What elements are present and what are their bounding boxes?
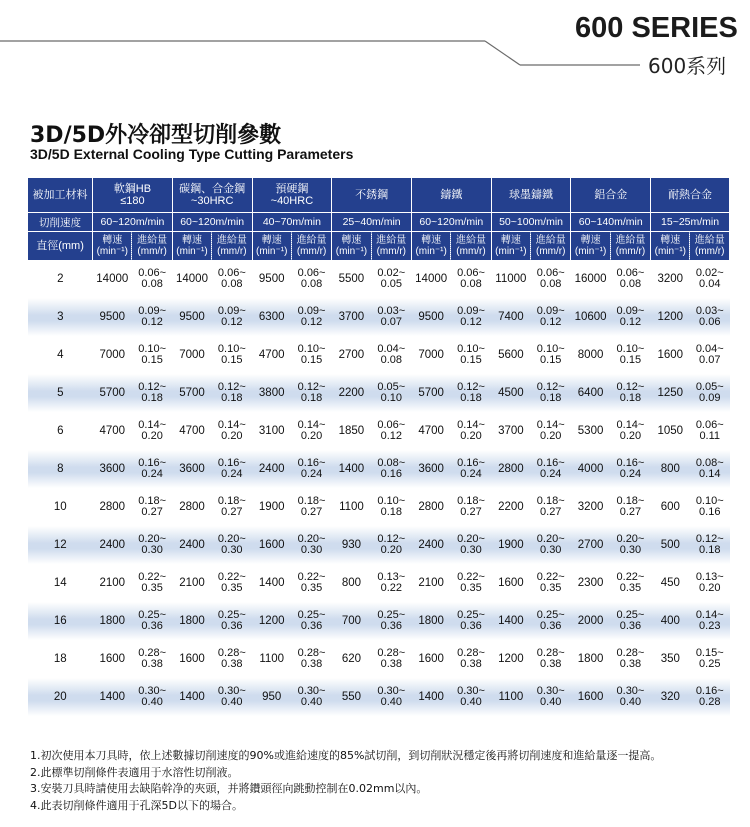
note-item: 1.初次使用本刀具時，依上述數據切削速度的90%或進給速度的85%試切削，到切削狀況穩定後再將切削速度和進給量逐一提高。 [30, 749, 662, 762]
feed-cell: 0.14~ 0.20 [457, 419, 485, 442]
rpm-cell: 1600 [418, 653, 444, 665]
diameter-cell: 10 [53, 501, 67, 513]
table-row [28, 564, 730, 602]
rpm-cell: 500 [651, 526, 690, 564]
rpm-unit-header: 轉速 (min⁻¹) [571, 232, 610, 261]
rpm-unit-header: 轉速 (min⁻¹) [332, 232, 371, 261]
rpm-cell: 2400 [172, 526, 211, 564]
feed-cell: 0.28~ 0.38 [616, 647, 645, 670]
rpm-cell: 600 [660, 501, 680, 513]
table-body [28, 260, 730, 716]
rpm-cell: 4700 [179, 425, 205, 437]
feed-cell: 0.22~ 0.35 [217, 571, 246, 594]
feed-cell: 0.10~ 0.15 [536, 343, 565, 366]
feed-cell: 0.16~ 0.28 [690, 678, 730, 716]
rpm-cell: 1600 [498, 577, 524, 589]
notes [30, 748, 661, 814]
diameter-cell: 6 [57, 425, 64, 437]
rpm-cell: 5500 [338, 273, 365, 285]
feed-cell: 0.22~ 0.35 [536, 571, 565, 594]
rpm-cell: 3600 [93, 450, 132, 488]
rpm-cell: 800 [651, 450, 690, 488]
feed-unit-header: 進給量 (mm/r) [212, 232, 252, 261]
feed-cell: 0.06~ 0.12 [377, 419, 406, 442]
rpm-cell: 1100 [339, 501, 364, 513]
feed-cell: 0.28~ 0.38 [297, 647, 326, 670]
feed-cell: 0.20~ 0.30 [531, 526, 571, 564]
rpm-cell: 1600 [657, 349, 684, 361]
note-item: 2.此標準切削條件表適用于水溶性切削液。 [30, 765, 239, 779]
feed-cell: 0.10~ 0.15 [616, 343, 645, 366]
rpm-cell: 3700 [498, 425, 524, 437]
feed-cell: 0.14~ 0.20 [217, 419, 246, 442]
feed-cell: 0.08~ 0.16 [371, 450, 411, 488]
feed-cell: 0.20~ 0.30 [610, 526, 650, 564]
rpm-cell: 2800 [418, 501, 444, 513]
rpm-cell: 4000 [571, 450, 610, 488]
rpm-cell: 10600 [571, 298, 610, 336]
units-row [28, 232, 730, 261]
feed-cell: 0.03~ 0.07 [371, 298, 411, 336]
table-row [28, 640, 730, 678]
feed-cell: 0.09~ 0.12 [610, 298, 650, 336]
rpm-cell: 1400 [258, 577, 285, 589]
feed-cell: 0.18~ 0.27 [217, 495, 246, 518]
feed-unit-header: 進給量 (mm/r) [451, 232, 491, 261]
feed-cell: 0.05~ 0.09 [690, 374, 730, 412]
table-row [28, 260, 730, 298]
feed-cell: 0.25~ 0.36 [531, 602, 571, 640]
rpm-cell: 3100 [258, 425, 285, 437]
feed-cell: 0.28~ 0.38 [138, 647, 167, 670]
table-row [28, 336, 730, 374]
feed-cell: 0.22~ 0.35 [457, 571, 485, 594]
rpm-cell: 4700 [99, 425, 126, 437]
feed-unit-header: 進給量 (mm/r) [531, 232, 571, 261]
feed-cell: 0.16~ 0.24 [212, 450, 252, 488]
feed-cell: 0.22~ 0.35 [616, 571, 645, 594]
feed-cell: 0.09~ 0.12 [291, 298, 331, 336]
rpm-cell: 3200 [577, 501, 604, 513]
feed-cell: 0.12~ 0.18 [531, 374, 571, 412]
rpm-cell: 1400 [93, 678, 132, 716]
rpm-cell: 1850 [338, 425, 365, 437]
rpm-cell: 2100 [179, 577, 205, 589]
speed-cell: 25~40m/min [332, 213, 412, 232]
feed-cell: 0.10~ 0.15 [457, 343, 485, 366]
material-label: 被加工材料 [28, 178, 93, 213]
rpm-cell: 1600 [99, 653, 126, 665]
feed-cell: 0.02~ 0.05 [377, 267, 406, 290]
table-row [28, 374, 730, 412]
rpm-cell: 4700 [258, 349, 285, 361]
feed-cell: 0.06~ 0.08 [536, 267, 565, 290]
feed-unit-header: 進給量 (mm/r) [291, 232, 331, 261]
material-header: 耐熱合金 [651, 178, 730, 213]
rpm-cell: 1600 [571, 678, 610, 716]
rpm-cell: 11000 [495, 273, 527, 285]
rpm-cell: 620 [341, 653, 362, 665]
feed-cell: 0.06~ 0.08 [138, 267, 167, 290]
feed-cell: 0.30~ 0.40 [451, 678, 491, 716]
rpm-cell: 2700 [338, 349, 365, 361]
diameter-label: 直徑(mm) [28, 232, 93, 261]
feed-cell: 0.04~ 0.07 [695, 343, 724, 366]
diameter-cell: 14 [53, 577, 67, 589]
feed-cell: 0.18~ 0.27 [536, 495, 565, 518]
rpm-cell: 1400 [411, 678, 450, 716]
feed-cell: 0.10~ 0.15 [138, 343, 167, 366]
feed-cell: 0.25~ 0.36 [610, 602, 650, 640]
diameter-cell: 16 [28, 602, 93, 640]
feed-cell: 0.14~ 0.20 [138, 419, 167, 442]
table-row [28, 450, 730, 488]
feed-cell: 0.10~ 0.16 [695, 495, 724, 518]
feed-cell: 0.28~ 0.38 [536, 647, 565, 670]
rpm-cell: 350 [660, 653, 680, 665]
rpm-cell: 2200 [498, 501, 524, 513]
page-title-en: 3D/5D External Cooling Type Cutting Parameters [30, 146, 354, 162]
table-row [28, 298, 730, 336]
rpm-cell: 3200 [657, 273, 684, 285]
rpm-cell: 320 [651, 678, 690, 716]
rpm-cell: 7000 [179, 349, 205, 361]
feed-cell: 0.06~ 0.08 [616, 267, 645, 290]
feed-cell: 0.18~ 0.27 [138, 495, 167, 518]
rpm-cell: 5700 [93, 374, 132, 412]
rpm-cell: 1600 [252, 526, 291, 564]
series-subtitle: 600系列 [648, 54, 727, 78]
feed-unit-header: 進給量 (mm/r) [610, 232, 650, 261]
feed-cell: 0.30~ 0.40 [531, 678, 571, 716]
rpm-cell: 700 [332, 602, 371, 640]
speed-label: 切削速度 [28, 213, 93, 232]
feed-cell: 0.06~ 0.11 [695, 419, 724, 442]
rpm-cell: 4700 [418, 425, 444, 437]
diameter-cell: 12 [28, 526, 93, 564]
rpm-cell: 2800 [99, 501, 126, 513]
feed-cell: 0.16~ 0.24 [291, 450, 331, 488]
rpm-cell: 1100 [259, 653, 285, 665]
feed-cell: 0.28~ 0.38 [377, 647, 406, 670]
feed-cell: 0.25~ 0.36 [291, 602, 331, 640]
rpm-cell: 1100 [491, 678, 530, 716]
rpm-cell: 2400 [411, 526, 450, 564]
feed-cell: 0.12~ 0.18 [451, 374, 491, 412]
feed-cell: 0.04~ 0.08 [377, 343, 406, 366]
table-row [28, 526, 730, 564]
rpm-cell: 7400 [491, 298, 530, 336]
rpm-cell: 2200 [332, 374, 371, 412]
feed-cell: 0.03~ 0.06 [690, 298, 730, 336]
feed-cell: 0.20~ 0.30 [291, 526, 331, 564]
rpm-unit-header: 轉速 (min⁻¹) [491, 232, 530, 261]
material-header: 軟鋼HB ≤180 [93, 178, 173, 213]
feed-cell: 0.30~ 0.40 [212, 678, 252, 716]
rpm-cell: 2100 [99, 577, 126, 589]
feed-cell: 0.15~ 0.25 [695, 647, 724, 670]
rpm-cell: 5600 [498, 349, 524, 361]
feed-cell: 0.10~ 0.15 [217, 343, 246, 366]
feed-cell: 0.25~ 0.36 [451, 602, 491, 640]
feed-cell: 0.18~ 0.27 [616, 495, 645, 518]
rpm-cell: 2700 [571, 526, 610, 564]
rpm-cell: 14000 [415, 273, 448, 285]
feed-cell: 0.16~ 0.24 [451, 450, 491, 488]
rpm-unit-header: 轉速 (min⁻¹) [93, 232, 132, 261]
rpm-cell: 16000 [574, 273, 607, 285]
rpm-cell: 7000 [418, 349, 444, 361]
rpm-unit-header: 轉速 (min⁻¹) [252, 232, 291, 261]
rpm-cell: 1200 [651, 298, 690, 336]
material-header: 預硬鋼 ~40HRC [252, 178, 332, 213]
rpm-cell: 9500 [258, 273, 285, 285]
speed-cell: 50~100m/min [491, 213, 571, 232]
rpm-cell: 400 [651, 602, 690, 640]
rpm-cell: 1400 [491, 602, 530, 640]
feed-cell: 0.13~ 0.20 [695, 571, 724, 594]
rpm-cell: 1900 [258, 501, 285, 513]
rpm-cell: 5300 [577, 425, 604, 437]
rpm-cell: 3800 [252, 374, 291, 412]
rpm-unit-header: 轉速 (min⁻¹) [411, 232, 450, 261]
feed-cell: 0.14~ 0.23 [690, 602, 730, 640]
feed-cell: 0.09~ 0.12 [531, 298, 571, 336]
feed-cell: 0.10~ 0.18 [377, 495, 406, 518]
rpm-cell: 2400 [252, 450, 291, 488]
speed-row [28, 213, 730, 232]
rpm-cell: 1250 [651, 374, 690, 412]
rpm-cell: 5700 [172, 374, 211, 412]
feed-cell: 0.22~ 0.35 [138, 571, 167, 594]
rpm-cell: 550 [332, 678, 371, 716]
page-title-cn: 3D/5D外冷卻型切削參數 [30, 123, 282, 148]
rpm-cell: 450 [660, 577, 680, 589]
rpm-cell: 1200 [252, 602, 291, 640]
material-header: 鋁合金 [571, 178, 651, 213]
feed-cell: 0.12~ 0.18 [610, 374, 650, 412]
rpm-cell: 2400 [93, 526, 132, 564]
feed-cell: 0.20~ 0.30 [132, 526, 172, 564]
rpm-cell: 1400 [172, 678, 211, 716]
feed-cell: 0.06~ 0.08 [217, 267, 246, 290]
feed-cell: 0.09~ 0.12 [212, 298, 252, 336]
feed-cell: 0.12~ 0.18 [690, 526, 730, 564]
speed-cell: 60~120m/min [93, 213, 173, 232]
rpm-cell: 14000 [176, 273, 208, 285]
feed-cell: 0.30~ 0.40 [132, 678, 172, 716]
note-item: 3.安裝刀具時請使用去缺陷幹净的夾頭，并將鑽頭徑向跳動控制在0.02mm以內。 [30, 782, 428, 795]
feed-cell: 0.12~ 0.18 [291, 374, 331, 412]
rpm-cell: 2300 [577, 577, 604, 589]
series-title: 600 SERIES [575, 12, 738, 44]
rpm-cell: 8000 [577, 349, 604, 361]
feed-cell: 0.09~ 0.12 [132, 298, 172, 336]
note-item: 4.此表切削條件適用于孔深5D以下的場合。 [30, 798, 243, 812]
feed-cell: 0.18~ 0.27 [457, 495, 485, 518]
feed-cell: 0.08~ 0.14 [690, 450, 730, 488]
rpm-cell: 930 [332, 526, 371, 564]
diameter-cell: 2 [57, 273, 64, 285]
feed-unit-header: 進給量 (mm/r) [132, 232, 172, 261]
feed-cell: 0.14~ 0.20 [536, 419, 565, 442]
feed-cell: 0.02~ 0.04 [695, 267, 724, 290]
rpm-cell: 9500 [411, 298, 450, 336]
rpm-cell: 9500 [93, 298, 132, 336]
feed-cell: 0.09~ 0.12 [451, 298, 491, 336]
speed-cell: 60~140m/min [571, 213, 651, 232]
feed-cell: 0.25~ 0.36 [212, 602, 252, 640]
material-header: 球墨鑄鐵 [491, 178, 571, 213]
feed-cell: 0.16~ 0.24 [531, 450, 571, 488]
feed-cell: 0.14~ 0.20 [616, 419, 645, 442]
speed-cell: 15~25m/min [651, 213, 730, 232]
feed-cell: 0.14~ 0.20 [297, 419, 326, 442]
rpm-cell: 2000 [571, 602, 610, 640]
rpm-cell: 1800 [172, 602, 211, 640]
rpm-cell: 1900 [491, 526, 530, 564]
diameter-cell: 4 [57, 349, 64, 361]
feed-cell: 0.16~ 0.24 [610, 450, 650, 488]
feed-cell: 0.12~ 0.18 [132, 374, 172, 412]
rpm-cell: 3600 [172, 450, 211, 488]
feed-cell: 0.30~ 0.40 [371, 678, 411, 716]
feed-cell: 0.25~ 0.36 [371, 602, 411, 640]
feed-cell: 0.18~ 0.27 [297, 495, 326, 518]
feed-cell: 0.12~ 0.20 [371, 526, 411, 564]
table-row [28, 602, 730, 640]
diameter-cell: 18 [53, 653, 67, 665]
rpm-cell: 4500 [491, 374, 530, 412]
feed-cell: 0.06~ 0.08 [457, 267, 485, 290]
table-row [28, 678, 730, 716]
material-header: 不銹鋼 [332, 178, 412, 213]
material-header: 鑄鐵 [411, 178, 491, 213]
rpm-cell: 1800 [411, 602, 450, 640]
feed-cell: 0.06~ 0.08 [297, 267, 326, 290]
rpm-cell: 5700 [411, 374, 450, 412]
rpm-cell: 3600 [411, 450, 450, 488]
diameter-cell: 5 [28, 374, 93, 412]
rpm-unit-header: 轉速 (min⁻¹) [172, 232, 211, 261]
speed-cell: 40~70m/min [252, 213, 332, 232]
feed-cell: 0.25~ 0.36 [132, 602, 172, 640]
rpm-cell: 2800 [179, 501, 205, 513]
feed-cell: 0.12~ 0.18 [212, 374, 252, 412]
feed-cell: 0.20~ 0.30 [212, 526, 252, 564]
feed-cell: 0.30~ 0.40 [291, 678, 331, 716]
rpm-cell: 950 [252, 678, 291, 716]
rpm-cell: 6300 [252, 298, 291, 336]
table-row [28, 488, 730, 526]
rpm-cell: 1800 [93, 602, 132, 640]
rpm-cell: 1400 [332, 450, 371, 488]
rpm-unit-header: 轉速 (min⁻¹) [651, 232, 690, 261]
rpm-cell: 1050 [657, 425, 684, 437]
feed-cell: 0.28~ 0.38 [457, 647, 485, 670]
material-header: 碳鋼、合金鋼 ~30HRC [172, 178, 252, 213]
rpm-cell: 800 [341, 577, 362, 589]
speed-cell: 60~120m/min [411, 213, 491, 232]
rpm-cell: 1200 [498, 653, 524, 665]
feed-unit-header: 進給量 (mm/r) [371, 232, 411, 261]
rpm-cell: 2800 [491, 450, 530, 488]
rpm-cell: 14000 [96, 273, 129, 285]
rpm-cell: 1600 [179, 653, 205, 665]
rpm-cell: 2100 [418, 577, 444, 589]
feed-cell: 0.22~ 0.35 [297, 571, 326, 594]
speed-cell: 60~120m/min [172, 213, 252, 232]
feed-cell: 0.28~ 0.38 [217, 647, 246, 670]
diameter-cell: 20 [28, 678, 93, 716]
material-header-row [28, 178, 730, 213]
feed-cell: 0.30~ 0.40 [610, 678, 650, 716]
feed-cell: 0.20~ 0.30 [451, 526, 491, 564]
feed-unit-header: 進給量 (mm/r) [690, 232, 730, 261]
rpm-cell: 7000 [99, 349, 126, 361]
feed-cell: 0.10~ 0.15 [297, 343, 326, 366]
feed-cell: 0.13~ 0.22 [377, 571, 406, 594]
feed-cell: 0.05~ 0.10 [371, 374, 411, 412]
cutting-parameters-table [28, 178, 730, 716]
diameter-cell: 8 [28, 450, 93, 488]
rpm-cell: 6400 [571, 374, 610, 412]
diameter-cell: 3 [28, 298, 93, 336]
rpm-cell: 1800 [577, 653, 604, 665]
rpm-cell: 3700 [332, 298, 371, 336]
feed-cell: 0.16~ 0.24 [132, 450, 172, 488]
table-row [28, 412, 730, 450]
rpm-cell: 9500 [172, 298, 211, 336]
